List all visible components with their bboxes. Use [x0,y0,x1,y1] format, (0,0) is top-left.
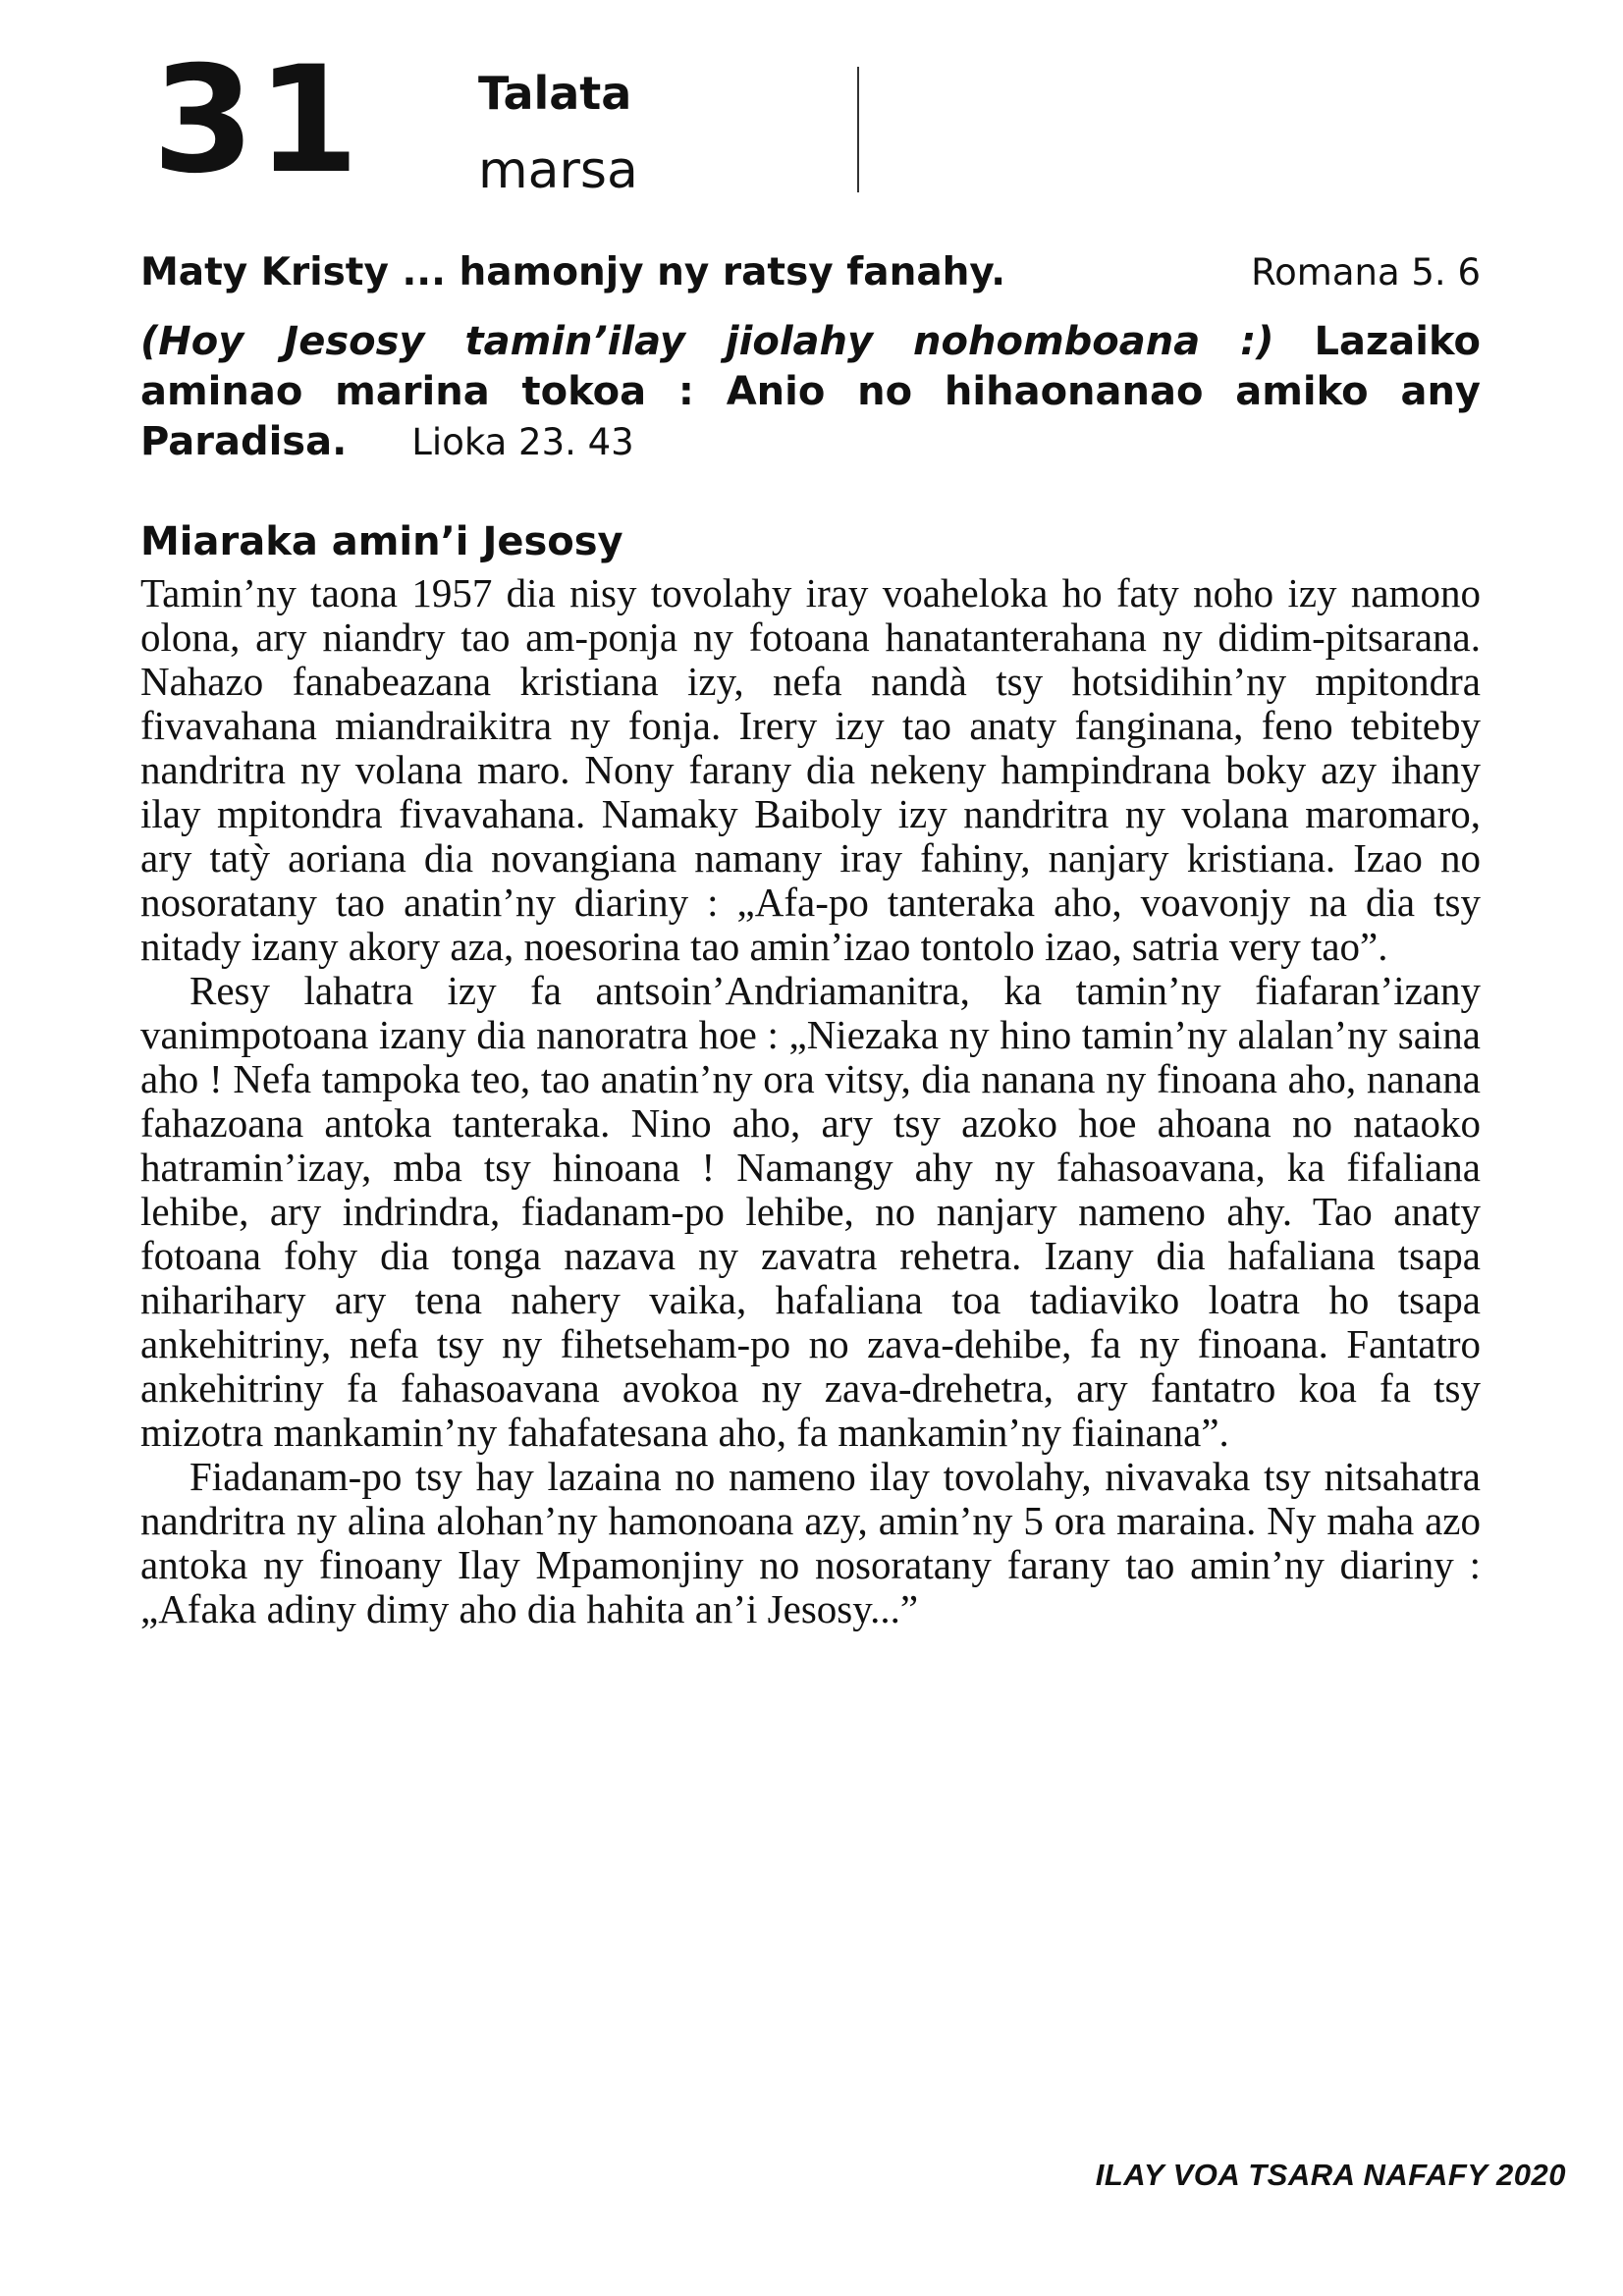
verse-first [140,245,1481,300]
article-title: Miaraka amin’i Jesosy [140,519,623,564]
verse-first-text: Maty Kristy ... hamonjy ny ratsy fanahy. [140,250,1006,294]
verse-second-intro: (Hoy Jesosy tamin’ilay jiolahy nohomboana :) [140,319,1274,364]
article-body [140,571,1481,1631]
header-divider [857,67,859,192]
verse-second [140,317,1481,467]
article-paragraph: Resy lahatra izy fa antsoin’Andriamanitra, ka tamin’ny fiafaran’izany vanimpotoana izany dia nanoratra hoe : „Niezaka ny hino tamin’ny alalan’ny saina aho ! Nefa tampoka teo, tao anatin’ny ora vitsy, dia nanana ny finoana aho, nanana fahazoana antoka tanteraka. Nino aho, ary tsy azoko hoe ahoana no nataoko hatramin’izay, mba tsy hinoana ! Namangy ahy ny fahasoavana, ka fifaliana lehibe, ary indrindra, fiadanam-po lehibe, no nanjary nameno ahy. Tao anaty fotoana fohy dia tonga nazava ny zavatra rehetra. Izany dia hafaliana tsapa niharihary ary tena nahery vaika, hafaliana toa tadiaviko loatra ho tsapa ankehitriny, nefa tsy ny fihetseham-po no zava-dehibe, fa ny finoana. Fantatro ankehitriny fa fahasoavana avokoa ny zava-drehetra, ary fantatro koa fa tsy mizotra mankamin’ny fahafatesana aho, fa mankamin’ny fiainana”. [140,968,1481,1455]
month-label: marsa [478,141,638,200]
day-number: 31 [152,35,361,206]
article-paragraph: Fiadanam-po tsy hay lazaina no nameno ilay tovolahy, nivavaka tsy nitsahatra nandritra ny alina alohan’ny hamonoana azy, amin’ny 5 ora maraina. Ny maha azo antoka ny finoany Ilay Mpamonjiny no nosoratany farany tao amin’ny diariny : „Afaka adiny dimy aho dia hahita an’i Jesosy...” [140,1454,1481,1631]
publication-footer: ILAY VOA TSARA NAFAFY 2020 [1095,2158,1566,2192]
verse-first-reference: Romana 5. 6 [1251,251,1481,294]
weekday-label: Talata [478,67,632,120]
article-paragraph: Tamin’ny taona 1957 dia nisy tovolahy iray voaheloka ho faty noho izy namono olona, ary niandry tao am-ponja ny fotoana hanatanterahana ny didim-pitsarana. Nahazo fanabeazana kristiana izy, nefa nandà tsy hotsidihin’ny mpitondra fivavahana miandraikitra ny fonja. Irery izy tao anaty fanginana, feno tebiteby nandritra ny volana maro. Nony farany dia nekeny hampindrana boky azy ihany ilay mpitondra fivavahana. Namaky Baiboly izy nandritra ny volana maromaro, ary tatỳ aoriana dia novangiana namany iray fahiny, nanjary kristiana. Izao no nosoratany tao anatin’ny diariny : „Afa-po tanteraka aho, voavonjy na dia tsy nitady izany akory aza, noesorina tao amin’izao tontolo izao, satria very tao”. [140,570,1481,969]
verse-second-text: Lazaiko aminao marina tokoa : Anio no hihaonanao amiko any Paradisa. [140,319,1481,464]
verse-second-reference: Lioka 23. 43 [411,421,634,463]
